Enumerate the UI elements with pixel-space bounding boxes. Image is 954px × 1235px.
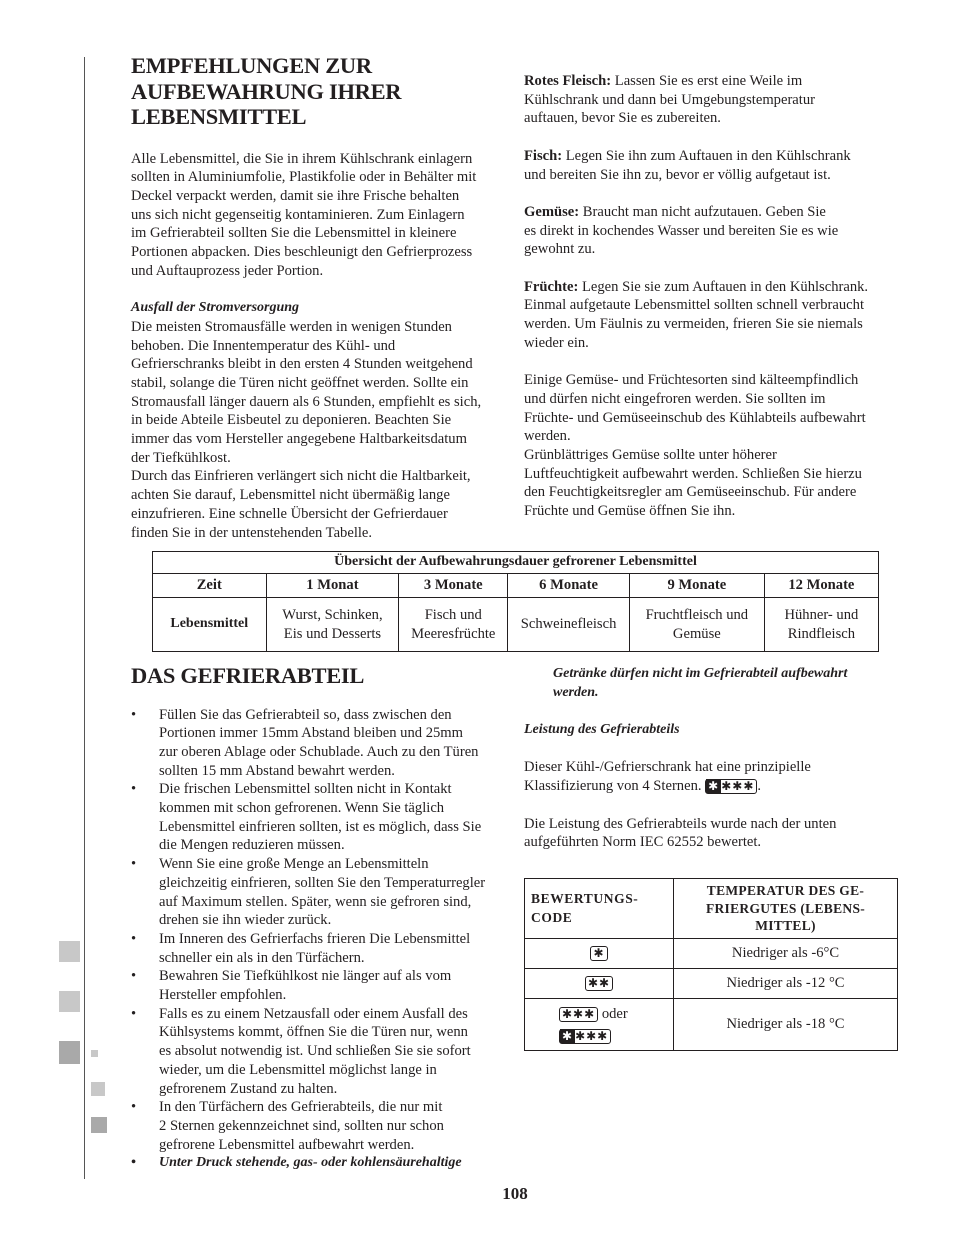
right-column-bottom [524, 665, 904, 852]
tab-marker-1 [59, 941, 80, 962]
red-meat-paragraph: Rotes Fleisch: Lassen Sie es erst eine Weile im Kühlschrank und dann bei Umgebungstemperatur auftauen, bevor Sie es zubereiten. [524, 73, 815, 127]
section-heading-freezer: DAS GEFRIERABTEIL [131, 663, 365, 688]
freezer-bullet-list [131, 706, 516, 1174]
fruits-paragraph: Früchte: Legen Sie sie zum Auftauen in den Kühlschrank. Einmal aufgetaute Lebensmittel sollten schnell verbraucht werden. Um Fäulnis zu vermeiden, frieren Sie sie niemals wieder ein. [524, 278, 869, 351]
temperature-header: TEMPERATUR DES GE- FRIERGUTES (LEBENS- MITTEL) [674, 879, 898, 939]
three-star-icon: ✱✱✱ [559, 1007, 598, 1022]
norm-paragraph: Die Leistung des Gefrierabteils wurde nach der unten aufgeführten Norm IEC 62552 bewertet. [524, 815, 837, 851]
temperature-cell: Niedriger als -18 °C [674, 999, 898, 1051]
header-cell: 1 Monat [266, 574, 399, 598]
table-cell: Wurst, Schinken, Eis und Desserts [266, 598, 399, 652]
vegetables-paragraph: Gemüse: Braucht man nicht aufzutauen. Geben Sie es direkt in kochendes Wasser und bereiten Sie es wie gewohnt zu. [524, 203, 839, 258]
margin-rule [84, 57, 85, 1179]
header-cell: Zeit [153, 574, 267, 598]
table-row [525, 939, 898, 969]
tab-marker-2 [59, 991, 80, 1012]
rating-code-cell: ✱✱✱ oder ✱ ✱✱✱ [525, 999, 674, 1051]
four-star-icon: ✱ ✱✱✱ [705, 779, 757, 794]
beverages-warning: Getränke dürfen nicht im Gefrierabteil aufbewahrt werden. [553, 666, 848, 700]
list-item: • Falls es zu einem Netzausfall oder einem Ausfall des Kühlsystems kommt, öffnen Sie die Türen nur, wenn es absolut notwendig ist. Und schließen Sie sie sofort wieder, um die Lebensmittel möglichst lange in gefrorenem Zustand zu halten. [131, 1005, 471, 1097]
header-cell: 12 Monate [764, 574, 878, 598]
classification-paragraph: Dieser Kühl-/Gefrierschrank hat eine prinzipielle Klassifizierung von 4 Sternen. ✱ ✱✱✱ . [524, 759, 811, 795]
four-star-icon: ✱ ✱✱✱ [559, 1029, 611, 1044]
temperature-cell: Niedriger als -12 °C [674, 969, 898, 999]
left-column-top [131, 53, 511, 542]
list-item: • Im Inneren des Gefrierfachs frieren Die Lebensmittel schneller ein als in den Türfächern. [131, 930, 471, 966]
header-cell: 6 Monate [508, 574, 630, 598]
table-cell: Fisch und Meeresfrüchte [399, 598, 508, 652]
tab-marker-small [91, 1050, 98, 1057]
header-cell: 3 Monate [399, 574, 508, 598]
table-cell: Hühner- und Rindfleisch [764, 598, 878, 652]
list-item: • Füllen Sie das Gefrierabteil so, dass zwischen den Portionen immer 15mm Abstand bleiben und 25mm zur oberen Ablage oder Schublade. Auch zu den Türen sollten 15 mm Abstand bewahrt werden. [131, 706, 479, 779]
storage-table-header-row [153, 574, 879, 598]
tab-marker-4 [91, 1082, 105, 1096]
list-item: • In den Türfächern des Gefrierabteils, die nur mit 2 Sternen gekennzeichnet sind, sollten nur schon gefrorene Lebensmittel aufbewahrt werden. [131, 1099, 444, 1153]
list-item: • Bewahren Sie Tiefkühlkost nie länger auf als vom Hersteller empfohlen. [131, 968, 452, 1004]
row-label: Lebensmittel [153, 598, 267, 652]
intro-paragraph: Alle Lebensmittel, die Sie in ihrem Kühlschrank einlagern sollten in Aluminiumfolie, Plastikfolie oder in Behälter mit Deckel verpackt werden, damit sie ihre Frische behalten uns sich nicht gegenseitig kontaminieren. Zum Einlagern im Gefrierabteil sollten Sie die Lebensmittel in kleinere Portionen abpacken. Dies beschleunigt den Gefrierprozess und Auftauprozess jeder Portion. [131, 150, 477, 279]
table-cell: Schweinefleisch [508, 598, 630, 652]
list-item: • Die frischen Lebensmittel sollten nicht in Kontakt kommen mit schon gefrorenen. Wenn Sie täglich Lebensmittel einfrieren sollten, ist es möglich, dass Sie die Mengen reduzieren müssen. [131, 781, 482, 854]
tab-marker-3 [59, 1041, 80, 1064]
two-star-icon: ✱✱ [585, 976, 613, 991]
list-item: • Unter Druck stehende, gas- oder kohlensäurehaltige [131, 1155, 462, 1171]
right-column-top [524, 72, 904, 521]
freezer-performance-title: Leistung des Gefrierabteils [524, 722, 680, 738]
fish-paragraph: Fisch: Legen Sie ihn zum Auftauen in den Kühlschrank und bereiten Sie ihn zu, bevor er völlig aufgetaut ist. [524, 147, 851, 183]
table-row [525, 999, 898, 1051]
storage-table-row [153, 598, 879, 652]
rating-code-cell [525, 939, 674, 969]
rating-code-cell [525, 969, 674, 999]
section-heading-storage: EMPFEHLUNGEN ZUR AUFBEWAHRUNG IHRER LEBENSMITTEL [131, 53, 402, 129]
tab-marker-5 [91, 1117, 107, 1133]
storage-duration-table [152, 551, 879, 652]
rating-table-header-row [525, 879, 898, 939]
star-rating-table [524, 878, 898, 1051]
table-row [525, 969, 898, 999]
power-failure-title: Ausfall der Stromversorgung [131, 300, 300, 316]
power-failure-paragraph: Die meisten Stromausfälle werden in wenigen Stunden behoben. Die Innentemperatur des Kühl- und Gefrierschranks bleibt in den ersten 4 Stunden weitgehend stabil, solange die Türen nicht geöffnet werden. Sollte ein Stromausfall länger dauern als 6 Stunden, empfiehlt es sich, in beide Abteile Eisbeutel zu deponieren. Beachten Sie immer das vom Hersteller angegebene Haltbarkeitsdatum der Tiefkühlkost. Durch das Einfrieren verlängert sich nicht die Haltbarkeit, achten Sie darauf, Lebensmittel nicht übermäßig lange einzufrieren. Eine schnelle Übersicht der Gefrierdauer finden Sie in der untenstehenden Tabelle. [131, 318, 482, 541]
header-cell: 9 Monate [629, 574, 764, 598]
temperature-cell: Niedriger als -6°C [674, 939, 898, 969]
sensitive-produce-paragraph: Einige Gemüse- und Früchtesorten sind kälteempfindlich und dürfen nicht eingefroren werden. Sie sollten im Früchte- und Gemüseeinschub des Kühlabteils aufbewahrt werden. Grünblättriges Gemüse sollte unter höherer Luftfeuchtigkeit aufbewahrt werden. Schließen Sie hierzu den Feuchtigkeitsregler am Gemüseeinschub. Für andere Früchte und Gemüse öffnen Sie ihn. [524, 372, 866, 520]
storage-table-title: Übersicht der Aufbewahrungsdauer gefrorener Lebensmittel [153, 552, 879, 574]
one-star-icon: ✱ [590, 946, 607, 961]
page-number: 108 [502, 1184, 528, 1203]
list-item: • Wenn Sie eine große Menge an Lebensmitteln gleichzeitig einfrieren, sollten Sie den Temperaturregler auf Maximum stellen. Später, wenn sie gefroren sind, drehen sie ihn wieder zurück. [131, 856, 486, 929]
table-cell: Fruchtfleisch und Gemüse [629, 598, 764, 652]
rating-code-header: BEWERTUNGS- CODE [525, 879, 674, 939]
left-column-bottom [131, 663, 516, 1173]
